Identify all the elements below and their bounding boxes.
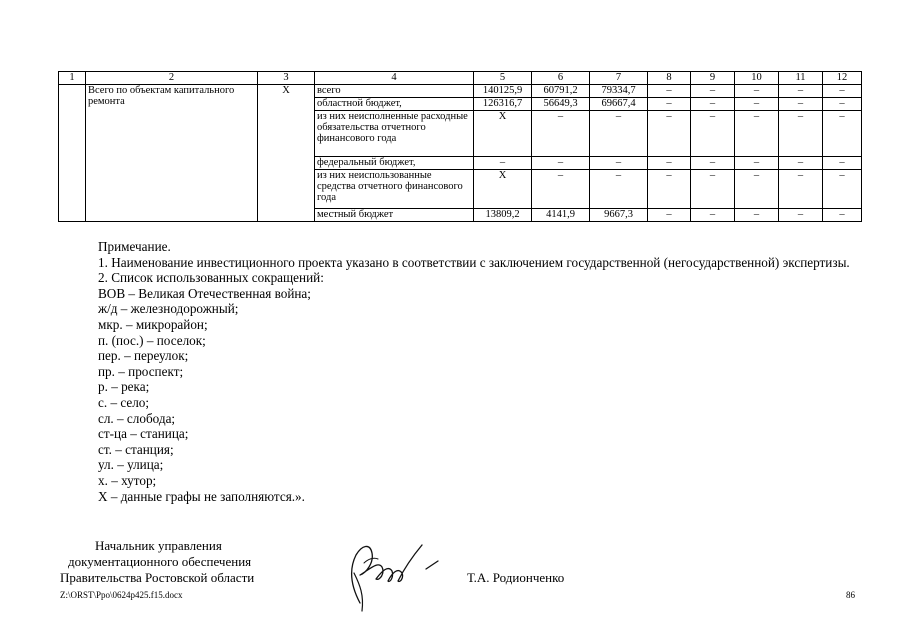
page-number: 86 [846, 590, 855, 600]
table-cell: – [590, 157, 648, 170]
budget-source-label: из них неисполненные расходные обязательства отчетного финансового года [315, 111, 474, 157]
column-header: 12 [823, 72, 862, 85]
table-cell: – [648, 111, 691, 157]
table-cell: – [648, 157, 691, 170]
table-cell: – [735, 170, 779, 209]
column-header: 1 [59, 72, 86, 85]
table-cell: – [735, 157, 779, 170]
signatory-title-line: Начальник управления [95, 538, 222, 553]
table-row [59, 85, 862, 98]
abbreviation-item: пер. – переулок; [98, 348, 189, 364]
column-header: 5 [474, 72, 532, 85]
budget-source-label: федеральный бюджет, [315, 157, 474, 170]
budget-source-label: местный бюджет [315, 209, 474, 222]
abbreviation-item: с. – село; [98, 394, 150, 410]
table-cell: Х [474, 111, 532, 157]
abbreviation-item: пр. – проспект; [98, 363, 184, 379]
column-header: 7 [590, 72, 648, 85]
footer-file-path: Z:\ORST\Ppo\0624p425.f15.docx [60, 590, 183, 600]
table-cell: – [648, 85, 691, 98]
table-cell: 126316,7 [474, 98, 532, 111]
table-cell: – [735, 209, 779, 222]
table-cell: – [590, 170, 648, 209]
table-cell: 69667,4 [590, 98, 648, 111]
row-number-cell [59, 85, 86, 222]
abbreviation-item: ж/д – железнодорожный; [98, 301, 239, 317]
column-header: 2 [86, 72, 258, 85]
table-cell: – [823, 157, 862, 170]
table-cell: – [779, 170, 823, 209]
object-name-cell: Всего по объектам капитального ремонта [86, 85, 258, 222]
table-cell: 60791,2 [532, 85, 590, 98]
signatory-title-line: Правительства Ростовской области [60, 570, 255, 585]
table-cell: – [779, 98, 823, 111]
note-item-2: 2. Список использованных сокращений: [98, 270, 324, 286]
abbreviation-item: х. – хутор; [98, 472, 157, 488]
table-cell: – [779, 85, 823, 98]
table-cell: – [474, 157, 532, 170]
table-cell: – [823, 209, 862, 222]
column-header: 11 [779, 72, 823, 85]
abbreviation-item: ВОВ – Великая Отечественная война; [98, 285, 311, 301]
handwritten-signature [330, 533, 450, 613]
table-cell: – [735, 111, 779, 157]
abbreviation-item: Х – данные графы не заполняются.». [98, 488, 305, 504]
abbreviation-item: мкр. – микрорайон; [98, 316, 208, 332]
col3-cell: Х [258, 85, 315, 222]
column-header: 8 [648, 72, 691, 85]
table-cell: – [691, 85, 735, 98]
notes-heading: Примечание. [98, 239, 171, 254]
column-header: 9 [691, 72, 735, 85]
table-cell: – [735, 98, 779, 111]
table-cell: 13809,2 [474, 209, 532, 222]
table-cell: – [532, 170, 590, 209]
table-cell: 79334,7 [590, 85, 648, 98]
abbreviation-item: ст. – станция; [98, 441, 174, 457]
table-cell: – [648, 170, 691, 209]
abbreviation-list [60, 286, 860, 504]
table-cell: – [691, 209, 735, 222]
signatory-title-line: документационного обеспечения [68, 554, 252, 569]
table-cell: – [779, 209, 823, 222]
table-cell: – [779, 111, 823, 157]
table-cell: – [823, 98, 862, 111]
table-cell: 140125,9 [474, 85, 532, 98]
notes-section [60, 239, 860, 504]
table-cell: Х [474, 170, 532, 209]
table-cell: – [648, 209, 691, 222]
table-cell: 56649,3 [532, 98, 590, 111]
abbreviation-item: сл. – слобода; [98, 410, 176, 426]
table-cell: – [823, 170, 862, 209]
column-header: 3 [258, 72, 315, 85]
table-cell: – [823, 85, 862, 98]
budget-source-label: областной бюджет, [315, 98, 474, 111]
table-cell: – [691, 111, 735, 157]
table-cell: – [823, 111, 862, 157]
abbreviation-item: ул. – улица; [98, 457, 164, 473]
budget-source-label: всего [315, 85, 474, 98]
table-cell: – [691, 157, 735, 170]
table-cell: 4141,9 [532, 209, 590, 222]
table-cell: – [590, 111, 648, 157]
note-item-1: 1. Наименование инвестиционного проекта указано в соответствии с заключением государственной (негосударственной) экспертизы. [98, 254, 850, 270]
table-cell: – [532, 157, 590, 170]
table-cell: 9667,3 [590, 209, 648, 222]
table-cell: – [779, 157, 823, 170]
budget-table [58, 71, 862, 222]
table-cell: – [735, 85, 779, 98]
abbreviation-item: ст-ца – станица; [98, 426, 189, 442]
budget-source-label: из них неиспользованные средства отчетного финансового года [315, 170, 474, 209]
table-cell: – [691, 170, 735, 209]
column-header: 6 [532, 72, 590, 85]
table-cell: – [648, 98, 691, 111]
column-header: 10 [735, 72, 779, 85]
signatory-name: Т.А. Родионченко [467, 570, 565, 585]
signatory-title [60, 538, 300, 586]
column-header: 4 [315, 72, 474, 85]
table-cell: – [691, 98, 735, 111]
abbreviation-item: п. (пос.) – поселок; [98, 332, 206, 348]
table-cell: – [532, 111, 590, 157]
table-header-row [59, 72, 862, 85]
abbreviation-item: р. – река; [98, 379, 150, 395]
